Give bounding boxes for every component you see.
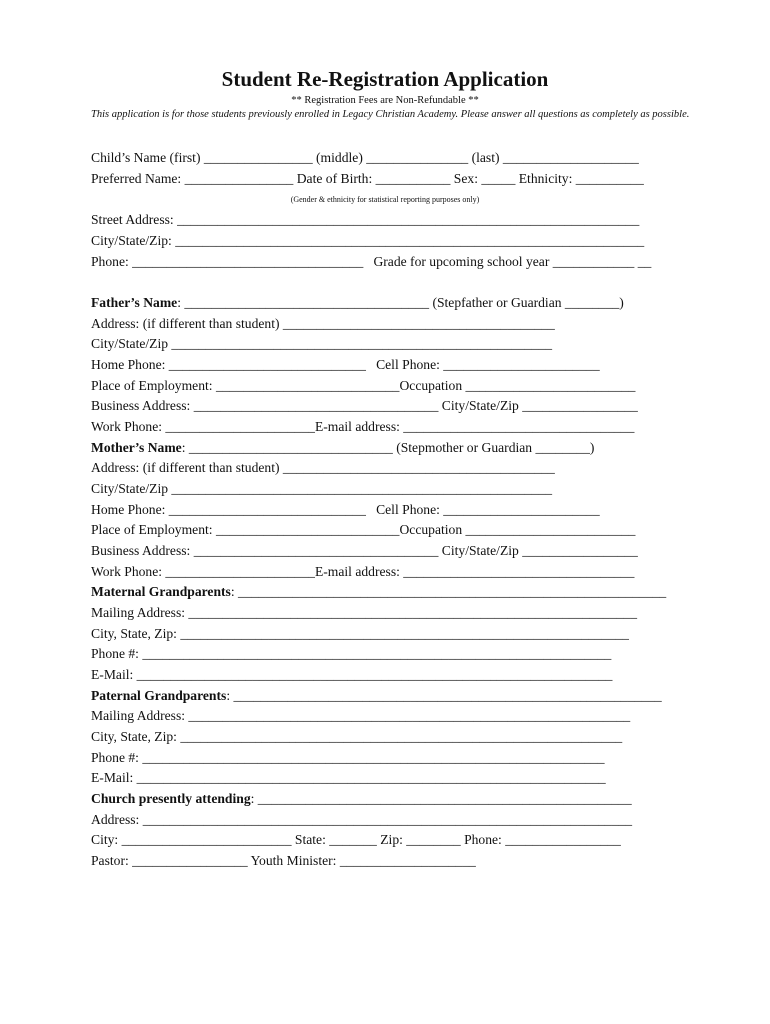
father-name-line[interactable] [91, 294, 624, 312]
father-business-address-line[interactable]: Business Address: ____________________________________ City/State/Zip _________________ [91, 398, 638, 413]
maternal-grandparents-line[interactable] [91, 583, 666, 601]
church-address-line[interactable]: Address: ________________________________________________________________________ [91, 812, 633, 827]
paternal-grandparents-line[interactable] [91, 687, 662, 705]
maternal-grandparents-label: Maternal Grandparents [91, 584, 231, 599]
paternal-mailing-line[interactable]: Mailing Address: _________________________________________________________________ [91, 708, 631, 723]
child-name-line[interactable]: Child’s Name (first) ________________ (middle) _______________ (last) ____________________ [91, 150, 639, 165]
fee-notice: ** Registration Fees are Non-Refundable ** [291, 95, 479, 106]
street-address-line[interactable]: Street Address: ____________________________________________________________________ [91, 212, 640, 227]
preferred-name-line[interactable]: Preferred Name: ________________ Date of Birth: ___________ Sex: _____ Ethnicity: __________ [91, 171, 644, 186]
father-phone-line[interactable]: Home Phone: _____________________________ Cell Phone: _______________________ [91, 357, 600, 372]
church-field[interactable]: : _______________________________________________________ [250, 791, 632, 806]
father-work-phone-line[interactable]: Work Phone: ______________________E-mail address: __________________________________ [91, 419, 635, 434]
mother-name-line[interactable] [91, 439, 594, 457]
mother-address-line[interactable]: Address: (if different than student) ________________________________________ [91, 460, 555, 475]
statistical-note: (Gender & ethnicity for statistical reporting purposes only) [290, 195, 480, 204]
form-title: Student Re-Registration Application [221, 67, 549, 91]
phone-grade-line[interactable]: Phone: __________________________________ Grade for upcoming school year ____________ __ [91, 254, 652, 269]
mother-city-line[interactable]: City/State/Zip ________________________________________________________ [91, 481, 553, 496]
father-name-field[interactable]: : ____________________________________ (Stepfather or Guardian ________) [177, 295, 624, 310]
maternal-phone-line[interactable]: Phone #: _____________________________________________________________________ [91, 646, 612, 661]
mother-work-phone-line[interactable]: Work Phone: ______________________E-mail address: __________________________________ [91, 564, 635, 579]
mother-business-address-line[interactable]: Business Address: ____________________________________ City/State/Zip _________________ [91, 543, 638, 558]
father-employment-line[interactable]: Place of Employment: ___________________________Occupation _________________________ [91, 378, 636, 393]
father-name-label: Father’s Name [91, 295, 178, 310]
paternal-grandparents-field[interactable]: : _______________________________________________________________ [226, 688, 662, 703]
maternal-grandparents-field[interactable]: : _______________________________________________________________ [230, 584, 667, 599]
paternal-city-line[interactable]: City, State, Zip: _________________________________________________________________ [91, 729, 623, 744]
paternal-phone-line[interactable]: Phone #: ____________________________________________________________________ [91, 750, 605, 765]
mother-name-field[interactable]: : ______________________________ (Stepmother or Guardian ________) [181, 440, 595, 455]
city-state-zip-line[interactable]: City/State/Zip: _____________________________________________________________________ [91, 233, 645, 248]
mother-employment-line[interactable]: Place of Employment: ___________________________Occupation _________________________ [91, 522, 636, 537]
father-city-line[interactable]: City/State/Zip ________________________________________________________ [91, 336, 553, 351]
paternal-grandparents-label: Paternal Grandparents [91, 688, 227, 703]
paternal-email-line[interactable]: E-Mail: _____________________________________________________________________ [91, 770, 606, 785]
maternal-mailing-line[interactable]: Mailing Address: __________________________________________________________________ [91, 605, 638, 620]
pastor-line[interactable]: Pastor: _________________ Youth Minister: ____________________ [91, 853, 476, 868]
father-address-line[interactable]: Address: (if different than student) ________________________________________ [91, 316, 555, 331]
intro-text: This application is for those students previously enrolled in Legacy Christian Academy. Please answer all questions as completely as possible. [91, 109, 690, 120]
church-line[interactable] [91, 790, 632, 808]
maternal-city-line[interactable]: City, State, Zip: __________________________________________________________________ [91, 626, 629, 641]
mother-name-label: Mother’s Name [91, 440, 182, 455]
church-label: Church presently attending [91, 791, 251, 806]
church-city-line[interactable]: City: _________________________ State: _______ Zip: ________ Phone: _________________ [91, 832, 621, 847]
mother-phone-line[interactable]: Home Phone: _____________________________ Cell Phone: _______________________ [91, 502, 600, 517]
maternal-email-line[interactable]: E-Mail: ______________________________________________________________________ [91, 667, 613, 682]
